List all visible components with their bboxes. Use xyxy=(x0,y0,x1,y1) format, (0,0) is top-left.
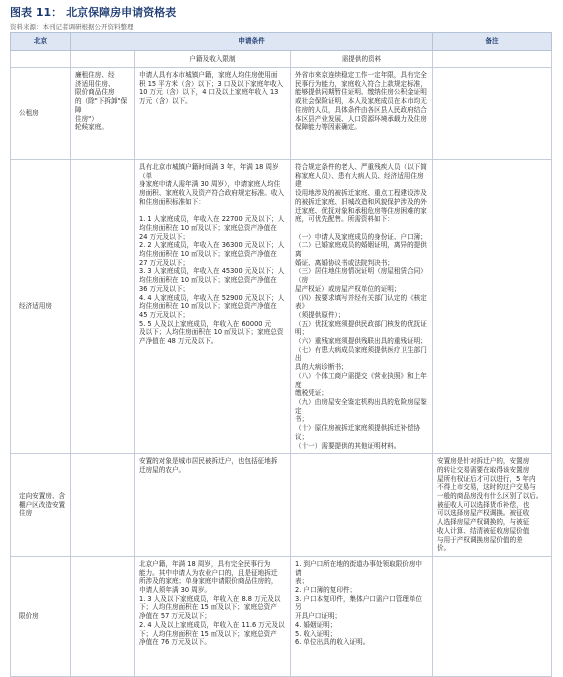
cell-line: 或社会保险证明，本人及家庭成员在本市均无 xyxy=(295,97,427,106)
cell-line: 书； xyxy=(295,415,309,424)
cell-line: 缴税凭证； xyxy=(295,389,328,398)
row-remarks xyxy=(433,454,552,557)
cell-line: 廉租住房、经 xyxy=(75,71,115,79)
subheader-empty xyxy=(71,51,135,68)
cell-line: 住房的人员，具体条件由各区县人民政府结合 xyxy=(295,105,427,114)
cell-line: （八）个体工商户需提交《营业执照》和上年度 xyxy=(295,371,427,389)
cell-line: 及以下；人均住房面积在 10 ㎡及以下；家庭总资 xyxy=(139,328,284,337)
cell-line: 均住房面积在 10 ㎡及以下；家庭总资产净值在 xyxy=(139,302,277,311)
cell-line: 所涉及的家庭；单身家庭申请限价商品住房的， xyxy=(139,577,278,586)
row-residence xyxy=(135,454,291,557)
row-residence xyxy=(135,556,291,676)
cell-line: 申请人须年满 30 周岁。 xyxy=(139,586,211,595)
cell-line: 净值在 76 万元及以下。 xyxy=(139,638,211,647)
cell-line: 申请人具有本市城镇户籍，家庭人均住房使用面 xyxy=(139,71,278,79)
cell-line: 的转让交易需要在取得该安置房 xyxy=(437,465,530,474)
cell-line: （三）居住地住房情况证明（房屋租赁合同）（房 xyxy=(295,267,427,285)
cell-line: （四）按要求填写并经有关部门认定的《核定表》 xyxy=(295,293,427,311)
cell-line: 1. 到户口所在地的街道办事处领取限价房申请 xyxy=(295,559,423,577)
cell-line: 住房"） xyxy=(75,114,98,123)
cell-line: 身家庭申请人需年满 30 周岁），申请家庭人均住 xyxy=(139,180,281,189)
cell-line: 轮候家庭。 xyxy=(75,123,108,132)
cell-line: 济适用住房、 xyxy=(75,79,115,88)
row-materials xyxy=(291,556,433,676)
header-city: 北京 xyxy=(11,33,71,51)
cell-line: 北京户籍，年满 18 周岁，具有完全民事行为 xyxy=(139,559,271,568)
subheader-residence: 户籍及收入限制 xyxy=(135,51,291,68)
cell-line: 具的大病诊断书； xyxy=(295,363,348,372)
row-target xyxy=(71,160,135,454)
subheader-materials: 需提供的资料 xyxy=(291,51,433,68)
cell-line: 屋所有权证后才可以进行，5 年内 xyxy=(437,474,536,483)
cell-line: 设用地涉及的被拆迁家庭、重点工程建设涉及 xyxy=(295,189,427,198)
row-category: 限价房 xyxy=(11,556,71,676)
cell-line: 民事行为能力，家庭收入符合上款规定标准， xyxy=(295,79,427,88)
row-residence xyxy=(135,68,291,160)
row-category: 定向安置房、含棚户区改造安置住房 xyxy=(11,454,71,557)
cell-line: 不得上市交易，这时的过户交易与 xyxy=(437,483,536,492)
table-row xyxy=(11,454,552,557)
cell-line: 一般的商品房没有什么区别了以后。 xyxy=(437,492,543,501)
cell-line: 婚证、离婚协议书或法院判决书； xyxy=(295,258,394,267)
row-materials xyxy=(291,68,433,160)
cell-line xyxy=(295,224,428,233)
cell-line: （须提供原件）； xyxy=(295,310,345,319)
cell-line: 产净值在 48 万元及以下。 xyxy=(139,337,218,346)
cell-line: 的（除"下拆卸"保障 xyxy=(75,97,128,114)
row-remarks xyxy=(433,556,552,676)
cell-line: 下；人均住房面积在 15 ㎡及以下；家庭总资产 xyxy=(139,629,277,638)
cell-line: 本区县产业发展、人口资源环境承载力及住房 xyxy=(295,114,427,123)
cell-line: 积 15 平方米（含）以下；3 口及以下家庭年收入 xyxy=(139,79,284,88)
cell-line: 安置房是针对拆迁户的，安置房 xyxy=(437,457,530,466)
cell-line: 与用于产权调换房屋价值的差 xyxy=(437,535,523,544)
cell-line: 迁房屋的农户。 xyxy=(139,465,186,474)
cell-line: 2. 4 人及以上家庭成员，年收入在 11.6 万元及以 xyxy=(139,620,285,629)
cell-line: 4. 婚姻证明； xyxy=(295,620,337,629)
cell-line: 外省市来京连续稳定工作一定年限，具有完全 xyxy=(295,71,427,79)
cell-line: 1. 3 人及以下家庭成员，年收入在 8.8 万元及以 xyxy=(139,594,281,603)
subheader-row xyxy=(11,51,552,68)
row-target xyxy=(71,454,135,557)
cell-line: 和住房面积标准如下： xyxy=(139,197,205,206)
table-row xyxy=(11,556,552,676)
figure-title-row xyxy=(10,4,553,20)
cell-line: 被征收人可以选择货币补偿，也 xyxy=(437,500,530,509)
cell-line: 均住房面积在 10 ㎡及以下；家庭总资产净值在 xyxy=(139,276,277,285)
header-conditions: 申请条件 xyxy=(71,33,433,51)
cell-line: 价。 xyxy=(437,544,451,553)
cell-line: 45 万元及以下； xyxy=(139,310,190,319)
cell-line: 的被拆迁家庭、旧城改造和风貌保护涉及的外 xyxy=(295,197,427,206)
cell-line: 保障能力等因素确定。 xyxy=(295,123,361,132)
cell-line: 具有北京市城镇户籍时间满 3 年，年满 18 周岁（单 xyxy=(139,163,279,180)
cell-line: 5. 收入证明； xyxy=(295,629,337,638)
row-target xyxy=(71,556,135,676)
cell-line: （九）由房屋安全鉴定机构出具的危险房屋鉴定 xyxy=(295,397,427,415)
cell-line: 2. 2 人家庭成员，年收入在 36300 元及以下；人 xyxy=(139,241,285,250)
cell-line xyxy=(139,207,286,216)
row-category: 经济适用房 xyxy=(11,160,71,454)
cell-line: （一）申请人及家庭成员的身份证、户口簿； xyxy=(295,232,427,241)
cell-line: 表； xyxy=(295,577,309,586)
cell-line: 限价商品住房 xyxy=(75,88,115,97)
cell-line: （十一）需要提供的其他证明材料。 xyxy=(295,441,401,450)
subheader-empty xyxy=(11,51,71,68)
cell-line: 27 万元及以下； xyxy=(139,258,190,267)
table-row xyxy=(11,160,552,454)
row-remarks xyxy=(433,160,552,454)
cell-line: （十）原住房被拆迁家庭须提供拆迁补偿协议； xyxy=(295,424,421,441)
row-target xyxy=(71,68,135,160)
cell-line: 均住房面积在 10 ㎡及以下；家庭总资产净值在 xyxy=(139,250,277,259)
cell-line: 迁家庭、优抚对象和承租危房等住房困难的家 xyxy=(295,206,427,215)
cell-line: （七）有患大病成员家庭须提供医疗卫生部门出 xyxy=(295,345,427,363)
table-row xyxy=(11,68,552,160)
source-note: 资料来源：本刊记者调研根据公开资料整理 xyxy=(10,23,134,31)
cell-line: 安置的对象是城市居民被拆迁户，也包括征地拆 xyxy=(139,457,278,466)
row-residence xyxy=(135,160,291,454)
cell-line: 可以选择房屋产权调换。被征收 xyxy=(437,509,530,518)
cell-line: 10 万元（含）以下，4 口及以上家庭年收入 13 xyxy=(139,88,279,97)
cell-line: 庭，可优先配售。所需资料如下： xyxy=(295,215,394,224)
header-remarks: 备注 xyxy=(433,33,552,51)
header-row xyxy=(11,33,552,51)
cell-line: 开具户口证明； xyxy=(295,612,342,621)
cell-line: 能够提供同期暂住证明、缴纳住房公积金证明 xyxy=(295,88,427,97)
row-remarks xyxy=(433,68,552,160)
cell-line: 36 万元及以下； xyxy=(139,284,190,293)
row-category: 公租房 xyxy=(11,68,71,160)
row-materials xyxy=(291,454,433,557)
cell-line: 1. 1 人家庭成员，年收入在 22700 元及以下；人 xyxy=(139,215,285,224)
cell-line: 称家庭人员）、患有大病人员、经济适用住房建 xyxy=(295,171,424,189)
cell-line: 人选择房屋产权调换的，与被征 xyxy=(437,518,530,527)
subheader-empty xyxy=(433,51,552,68)
cell-line: 净值在 57 万元及以下； xyxy=(139,612,211,621)
row-materials xyxy=(291,160,433,454)
figure-title: 北京保障房申请资格表 xyxy=(66,6,177,19)
figure-label: 图表 11： xyxy=(10,6,63,19)
cell-line: （五）优抚家庭须提供民政部门核发的优抚证明； xyxy=(295,319,427,337)
cell-line: 3. 户口本复印件，集体户口需户口管理单位另 xyxy=(295,594,423,612)
cell-line: 房面积、家庭收入及资产符合政府规定标准。收入 xyxy=(139,189,285,198)
cell-line: 屋产权证）或房屋产权单位的证明； xyxy=(295,284,401,293)
cell-line: 3. 3 人家庭成员，年收入在 45300 元及以下；人 xyxy=(139,267,285,276)
cell-line: 均住房面积在 10 ㎡及以下；家庭总资产净值在 xyxy=(139,223,277,232)
cell-line: 5. 5 人及以上家庭成员，年收入在 60000 元 xyxy=(139,319,272,328)
cell-line: 24 万元及以下； xyxy=(139,232,190,241)
cell-line: 6. 单位出具的收入证明。 xyxy=(295,638,370,647)
cell-line: 收人计算、结清被征收房屋价值 xyxy=(437,526,530,535)
cell-line: 下；人均住房面积在 15 ㎡及以下；家庭总资产 xyxy=(139,603,277,612)
cell-line: （二）已婚家庭成员的婚姻证明，离异的提供离 xyxy=(295,241,427,259)
cell-line: 符合规定条件的老人、严重残疾人员（以下简 xyxy=(295,163,427,171)
cell-line: 万元（含）以下。 xyxy=(139,97,192,106)
cell-line: 能力。其中申请人为农业户口的，且是征地拆迁 xyxy=(139,568,278,577)
eligibility-table xyxy=(10,32,552,677)
cell-line: 2. 户口簿的复印件； xyxy=(295,586,357,595)
cell-line: 4. 4 人家庭成员，年收入在 52900 元及以下；人 xyxy=(139,293,285,302)
cell-line: （六）重残家庭须提供残联出具的重残证明； xyxy=(295,337,427,346)
